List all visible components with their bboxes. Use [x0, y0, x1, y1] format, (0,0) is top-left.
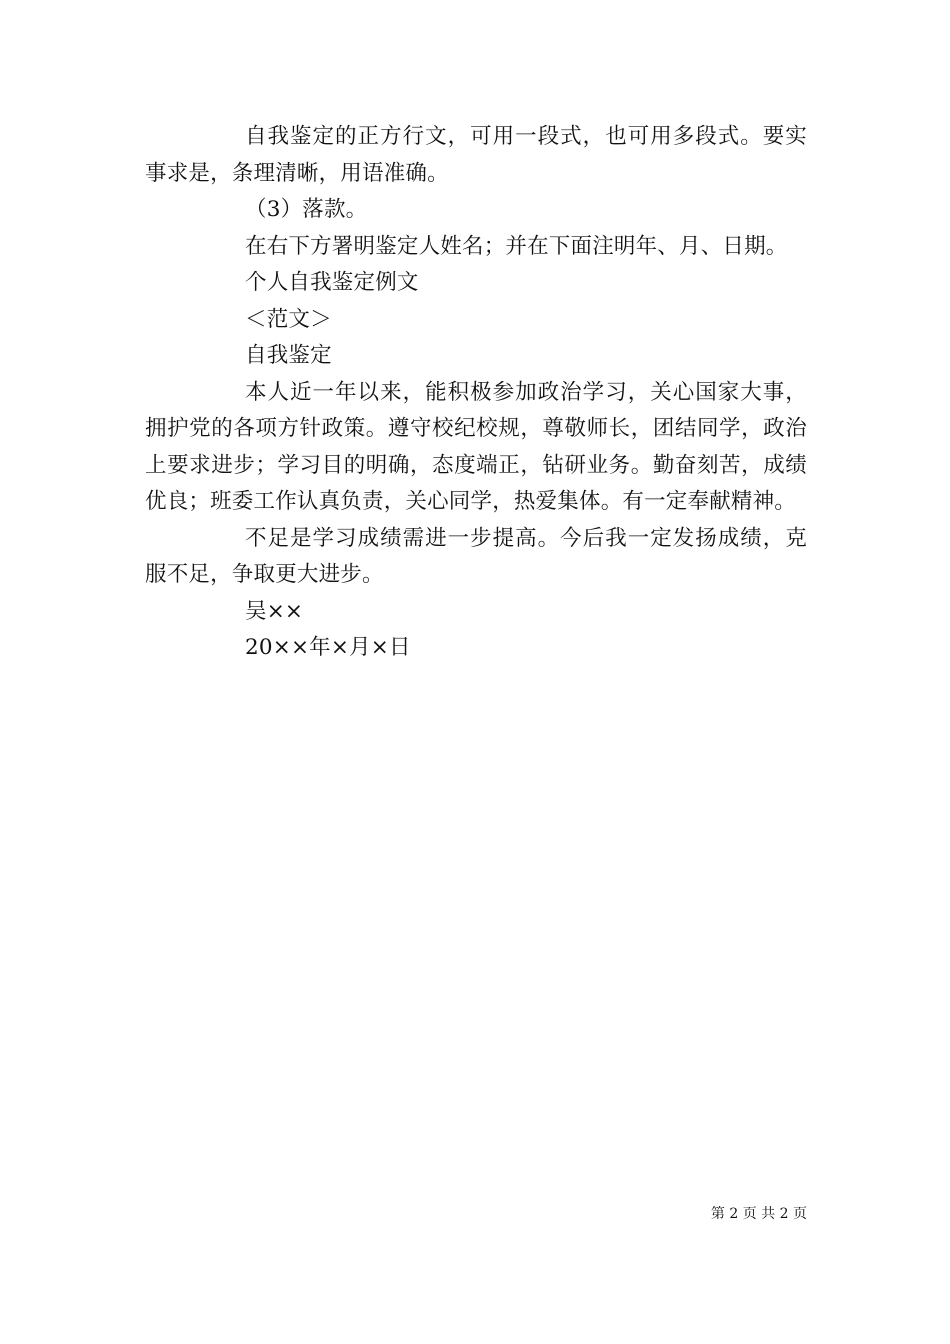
sample-title: 自我鉴定 [245, 343, 332, 368]
signoff-instruction: 在右下方署明鉴定人姓名；并在下面注明年、月、日期。 [245, 233, 788, 259]
sample-tag: ＜范文＞ [245, 306, 332, 332]
sample-paragraph-2: 不足是学习成绩需进一步提高。今后我一定发扬成绩，克服不足，争取更大进步。 [145, 525, 807, 587]
body-paragraph: 自我鉴定的正方行文，可用一段式，也可用多段式。要实事求是，条理清晰，用语准确。 [145, 124, 807, 186]
sample-signature: 吴×× [245, 598, 304, 624]
sample-date: 20××年×月×日 [245, 635, 411, 660]
document-body [145, 119, 807, 667]
sample-paragraph-1: 本人近一年以来，能积极参加政治学习，关心国家大事，拥护党的各项方针政策。遵守校纪校规，尊敬师长，团结同学，政治上要求进步；学习目的明确，态度端正，钻研业务。勤奋刻苦，成绩优良；班委工作认真负责，关心同学，热爱集体。有一定奉献精神。 [145, 379, 807, 514]
example-heading: 个人自我鉴定例文 [245, 270, 419, 295]
signoff-heading: （3）落款。 [245, 197, 368, 222]
page-number-footer: 第 2 页 共 2 页 [710, 1206, 807, 1222]
